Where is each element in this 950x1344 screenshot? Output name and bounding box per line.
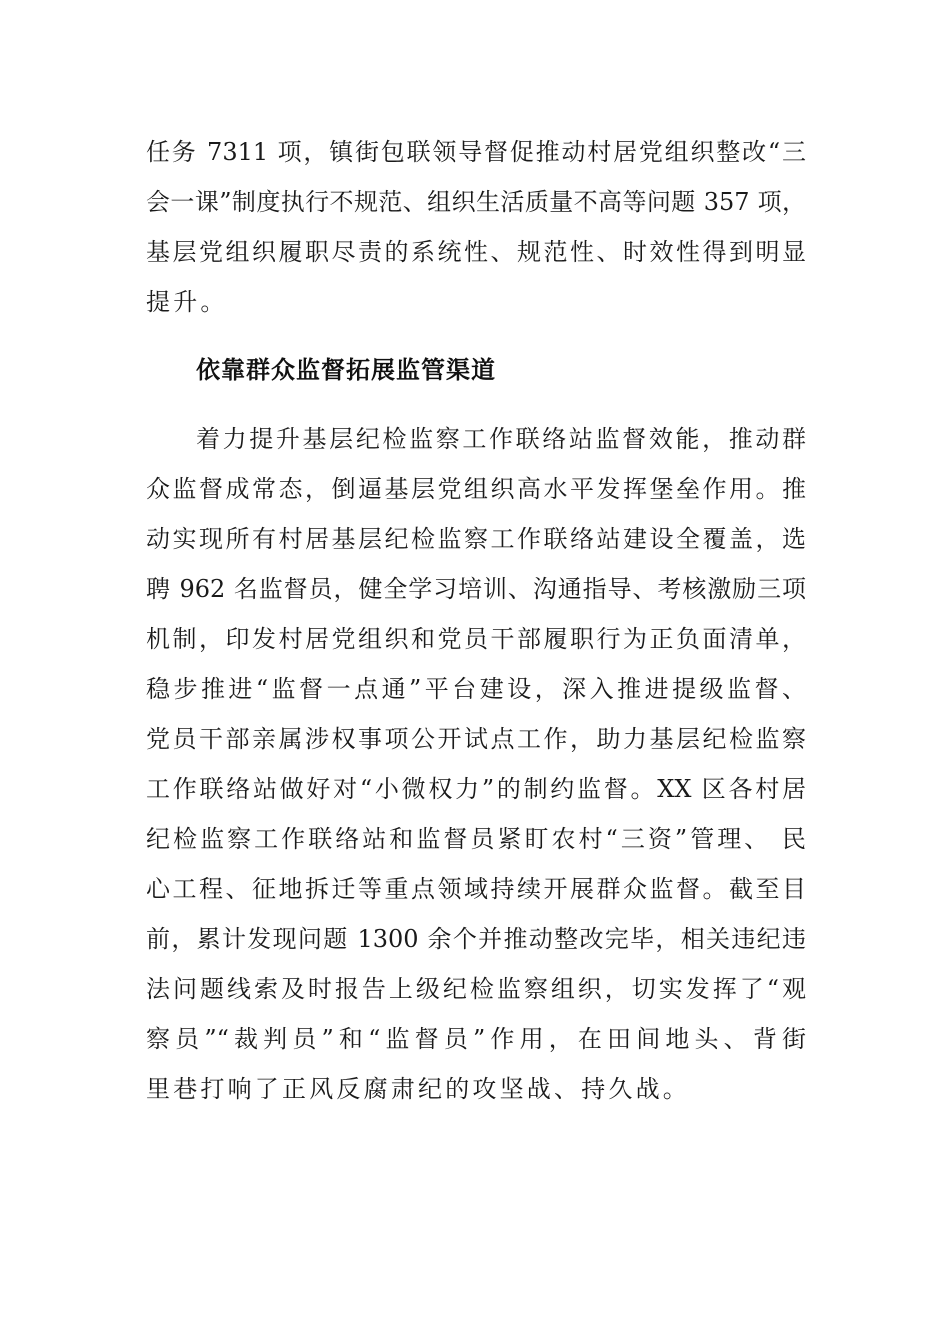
section-heading: 依靠群众监督拓展监管渠道 [196,356,496,384]
paragraph-2-line-8: 工作联络站做好对“小微权力”的制约监督。XX 区各村居 [146,775,806,803]
paragraph-2-line-10: 心工程、征地拆迁等重点领域持续开展群众监督。截至目 [146,875,806,903]
paragraph-1-line-2: 会一课”制度执行不规范、组织生活质量不高等问题 357 项， [146,188,806,216]
paragraph-2-line-13: 察员”“裁判员”和“监督员”作用，在田间地头、背街 [146,1025,806,1053]
paragraph-1-line-4: 提升。 [146,288,228,316]
paragraph-2-line-2: 众监督成常态，倒逼基层党组织高水平发挥堡垒作用。推 [146,475,806,503]
paragraph-2-line-5: 机制，印发村居党组织和党员干部履职行为正负面清单， [146,625,806,653]
paragraph-2-line-14: 里巷打响了正风反腐肃纪的攻坚战、持久战。 [146,1075,690,1103]
paragraph-2-line-3: 动实现所有村居基层纪检监察工作联络站建设全覆盖，选 [146,525,806,553]
paragraph-2-line-12: 法问题线索及时报告上级纪检监察组织，切实发挥了“观 [146,975,806,1003]
paragraph-2-line-9: 纪检监察工作联络站和监督员紧盯农村“三资”管理、 民 [146,825,806,853]
paragraph-2-line-7: 党员干部亲属涉权事项公开试点工作，助力基层纪检监察 [146,725,806,753]
paragraph-2-line-1: 着力提升基层纪检监察工作联络站监督效能，推动群 [196,425,806,453]
paragraph-1-line-3: 基层党组织履职尽责的系统性、规范性、时效性得到明显 [146,238,806,266]
paragraph-1-line-1: 任务 7311 项，镇街包联领导督促推动村居党组织整改“三 [146,138,806,166]
paragraph-2-line-6: 稳步推进“监督一点通”平台建设，深入推进提级监督、 [146,675,806,703]
paragraph-2-line-11: 前，累计发现问题 1300 余个并推动整改完毕，相关违纪违 [146,925,806,953]
paragraph-2-line-4: 聘 962 名监督员，健全学习培训、沟通指导、考核激励三项 [146,575,806,603]
